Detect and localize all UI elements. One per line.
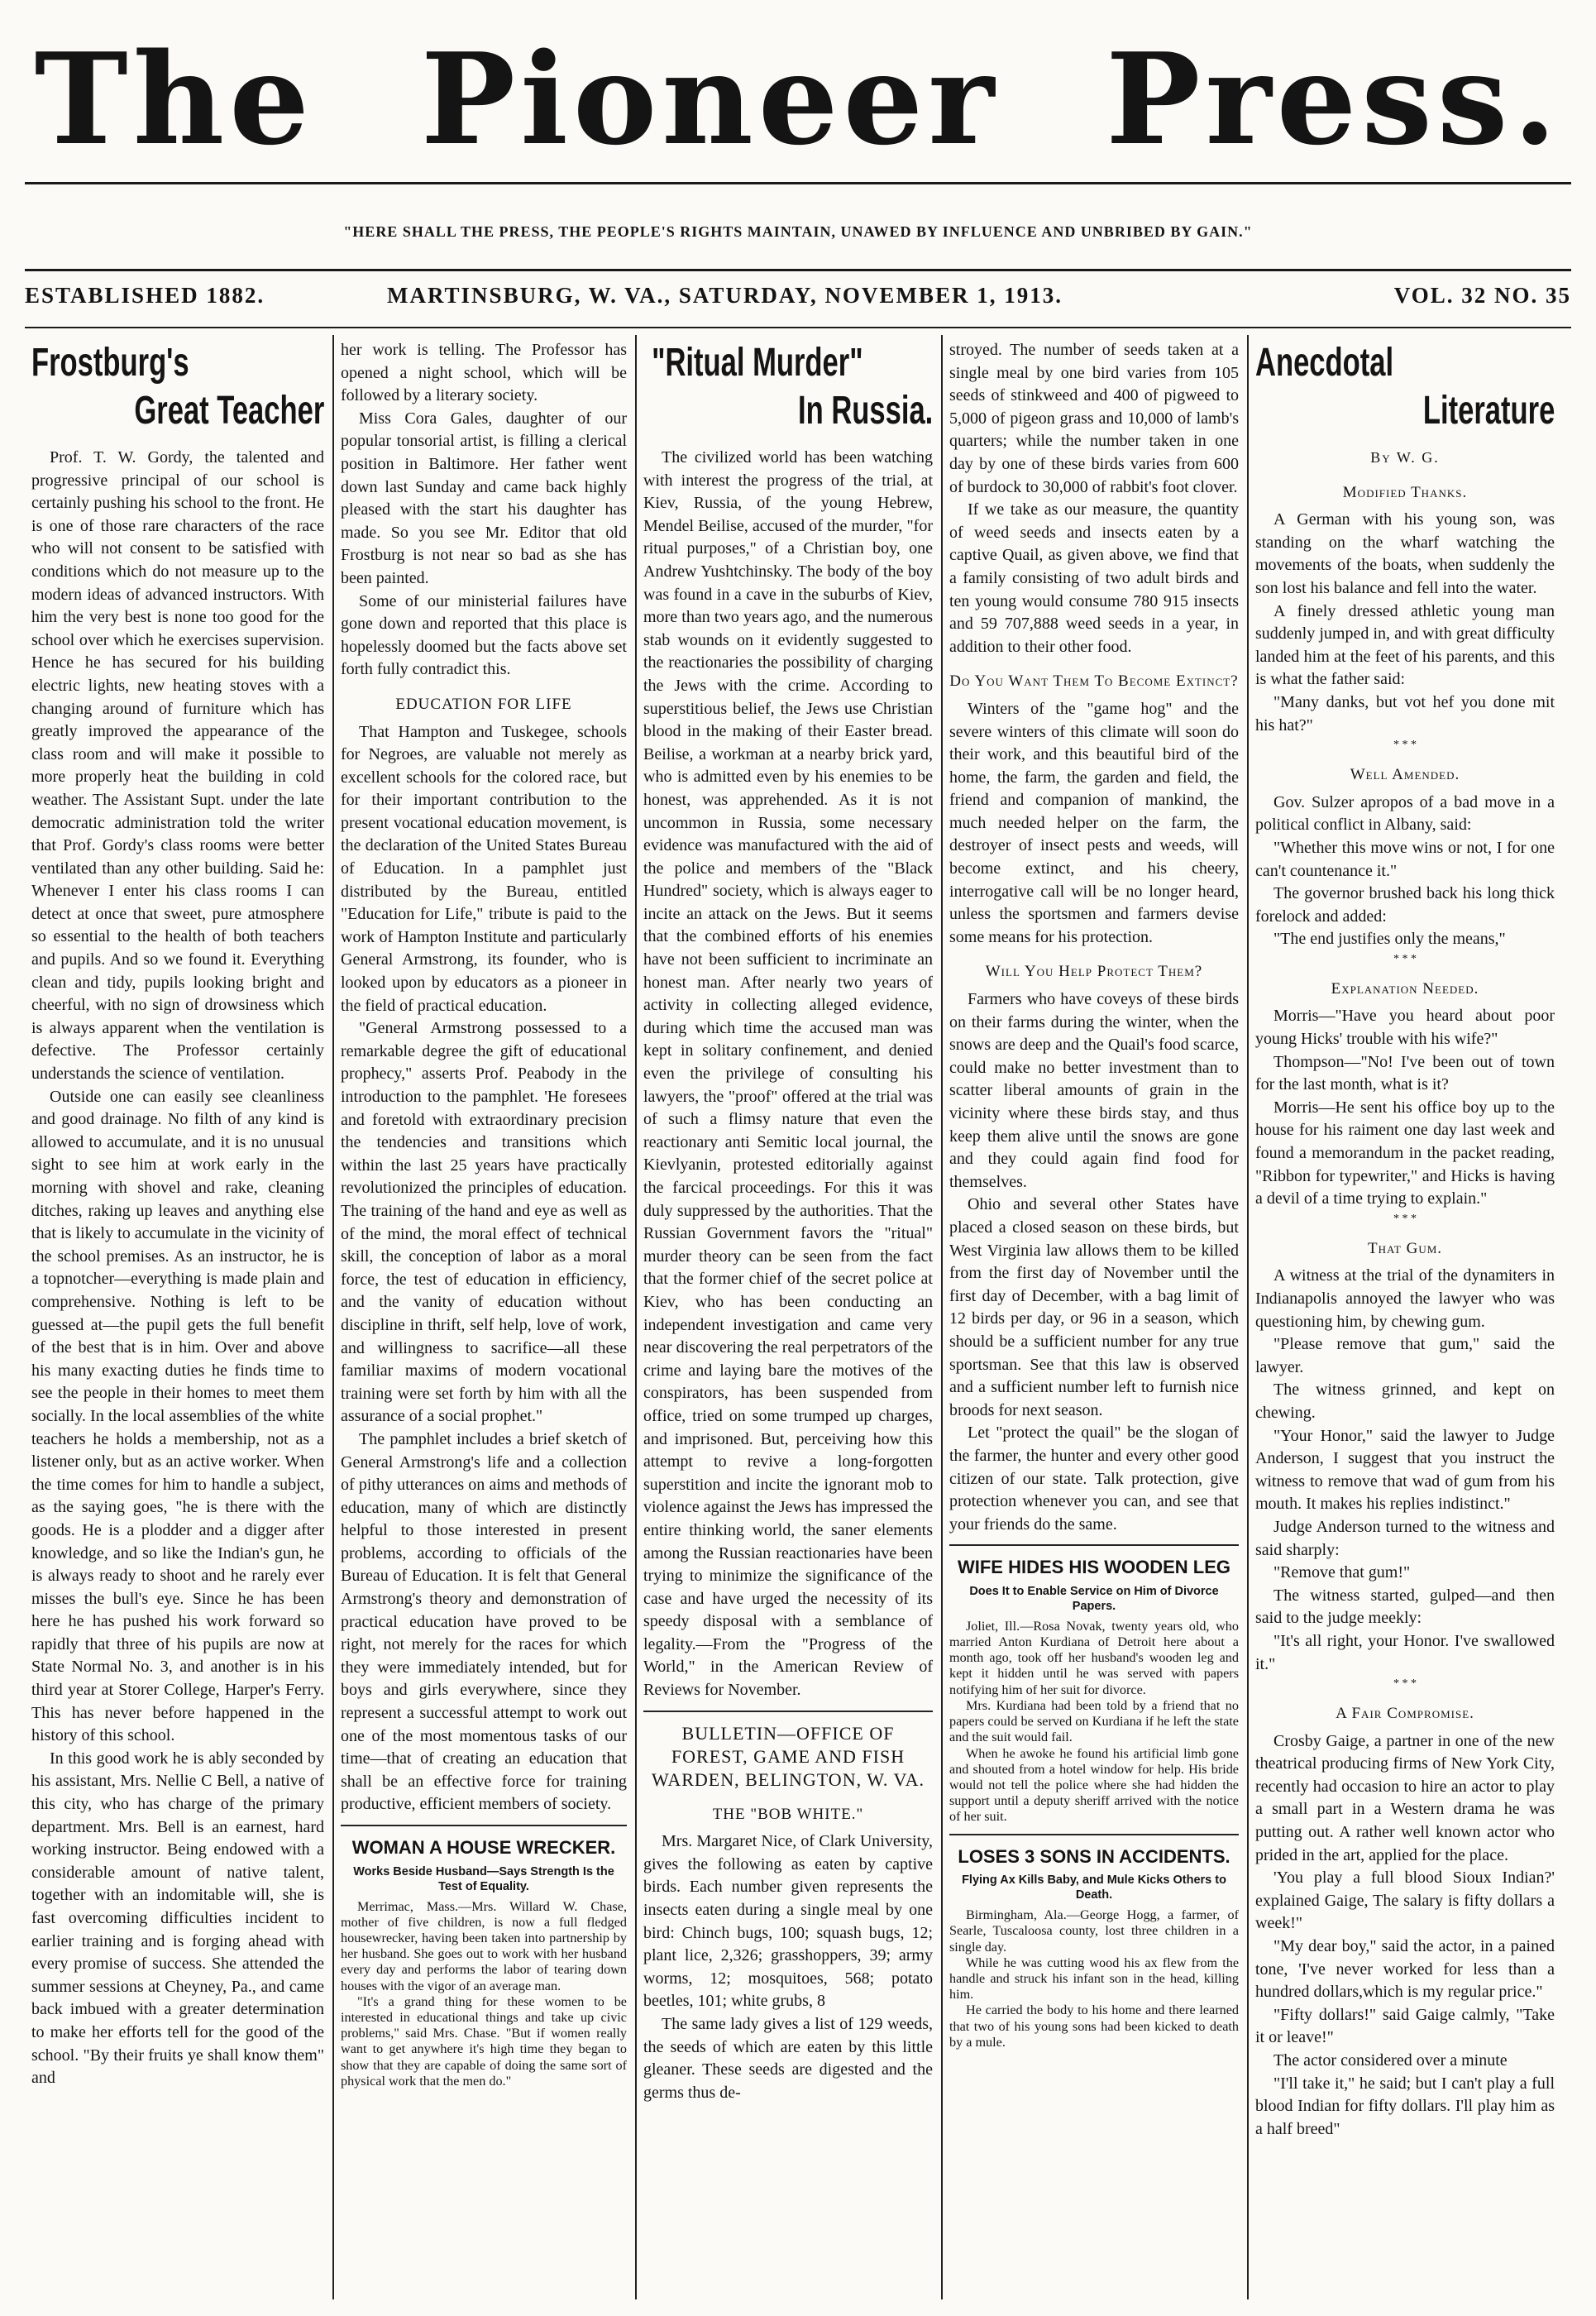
- paragraph: The civilized world has been watching with interest the progress of the trial, at Kiev, Russia, of the young Hebrew, Mendel Beilise, accused of the murder, "for ritual purposes," of a Christian boy, one Andrew Yushtchinsky. The body of the boy was found in a cave in the suburbs of Kiev, more than two years ago, and the numerous stab wounds on it evidently suggested to the reactionaries the possibility of charging the Jews with the crime. According to superstitious belief, the Jews use Christian blood in the making of their Easter bread. Beilise, a workman at a nearby brick yard, who is admitted even by his enemies to be honest, was apprehended. As it is not uncommon in Russia, some necessary evidence was manufactured with the aid of the police and members of the "Black Hundred" society, which is always eager to incite an attack on the Jews. But it seems that the combined efforts of his enemies have not been sufficient to incriminate an honest man. After nearly two years of activity in collecting alleged evidence, during which time the accused man was kept in solitary confinement, and denied even the privilege of consulting his lawyers, the "proof" offered at the trial was of such a flimsy nature that even the reactionary anti Semitic local journal, the Kievlyanin, protested editorially against the farcical proceedings. For this it was duly suppressed by the authorities. That the Russian Government favors the "ritual" murder theory can be seen from the fact that the former chief of the secret police at Kiev, who has been conducting an independent investigation and came very near discovering the real perpetrators of the crime and laying bare the motives of the conspirators, has been suspended from office, tried on some trumped up charges, and imprisoned. But, perceiving how this attempt to revive a long-forgotten superstition and incite the ignorant mob to violence against the Jews has impressed the entire thinking world, the saner elements among the Russian reactionaries have been trying to minimize the significance of the case and have urged the necessity of its speedy disposal with a semblance of legality.—From the "Progress of the World," in the American Review of Reviews for November.: [643, 448, 933, 1700]
- masthead-title: The Pioneer Press.: [34, 25, 1562, 173]
- deck: Does It to Enable Service on Him of Divorce Papers.: [969, 1584, 1219, 1613]
- paragraph: Gov. Sulzer apropos of a bad move in a political conflict in Albany, said:: [1255, 792, 1555, 835]
- divider: [949, 1834, 1239, 1835]
- article-body: [949, 1907, 1239, 2050]
- byline: By W. G.: [1370, 449, 1440, 466]
- paragraph: Morris—He sent his office boy up to the house for his raiment one day last week and found a memorandum in the packet reading, "Ribbon for typewriter," and Hicks is having a devil of a time trying to explain.": [1255, 1098, 1555, 1208]
- motto: "HERE SHALL THE PRESS, THE PEOPLE'S RIGHTS MAINTAIN, UNAWED BY INFLUENCE AND UNBRIBED BY GAIN.": [343, 223, 1253, 240]
- volume-number: VOL. 32 NO. 35: [1393, 283, 1571, 308]
- paragraph: 'You play a full blood Sioux Indian?' explained Gaige, The salary is fifty dollars a week!": [1255, 1869, 1555, 1933]
- headline-line: Great Teacher: [134, 389, 324, 433]
- dateline: [25, 283, 1571, 316]
- paragraph: Some of our ministerial failures have gone down and reported that this place is hopelessly doomed but the facts above set forth fully contradict this.: [341, 591, 627, 679]
- paragraph: Miss Cora Gales, daughter of our popular tonsorial artist, is filling a clerical position in Baltimore. Her father went down last Sunday and came back highly pleased with the start his daughter has made. So you see Mr. Editor that old Frostburg is not near so bad as she has been painted.: [341, 409, 627, 587]
- paragraph: Mrs. Margaret Nice, of Clark University, gives the following as eaten by captive birds. Each number given represents the insects eaten during a single meal by one bird: Chinch bugs, 100; squash bugs, 12; plant lice, 2,326; grasshoppers, 39; army worms, 12; mosquitoes, 568; potato beetles, 101; white grubs, 8: [643, 1832, 933, 2011]
- separator-stars: * * *: [1393, 739, 1417, 752]
- paragraph: Ohio and several other States have placed a closed season on these birds, but West Virginia law allows them to be killed from the first day of November until the first day of December, with a bag limit of 12 birds per day, or 96 in a season, which should be a sufficient number for any true sportsman. See that this law is observed and a sufficient number left to furnish nice broods for next season.: [949, 1195, 1239, 1419]
- divider: [949, 1544, 1239, 1546]
- paragraph: "Whether this move wins or not, I for one can't countenance it.": [1255, 838, 1555, 880]
- paragraph: "Fifty dollars!" said Gaige calmly, "Take it or leave!": [1255, 2005, 1555, 2047]
- anecdote-title: Modified Thanks.: [1342, 483, 1468, 501]
- deck: Flying Ax Kills Baby, and Mule Kicks Others to Death.: [962, 1873, 1226, 1902]
- headline-line: "Ritual Murder": [652, 341, 863, 385]
- paragraph: Crosby Gaige, a partner in one of the new theatrical producing firms of New York City, recently had occasion to hire an actor to play a small part in a Western drama he was putting out. A rather well known actor who prided in the art, applied for the place.: [1255, 1731, 1555, 1864]
- paragraph: Morris—"Have you heard about poor young Hicks' trouble with his wife?": [1255, 1007, 1555, 1049]
- paragraph: That Hampton and Tuskegee, schools for Negroes, are valuable not merely as excellent schools for the colored race, but for their important contribution to the present vocational education movement, is the declaration of the United States Bureau of Education. In a pamphlet just distributed by the Bureau, entitled "Education for Life," tribute is paid to the work of Hampton Institute and particularly General Armstrong, its founder, who is looked upon by educators as a pioneer in the field of practical education.: [341, 722, 627, 1015]
- column-rule: [635, 335, 637, 2299]
- paragraph: Mrs. Kurdiana had been told by a friend that no papers could be served on Kurdiana if he left the state and the suit would fail.: [949, 1697, 1239, 1745]
- paragraph: "Many danks, but vot hef you done mit his hat?": [1255, 692, 1555, 735]
- paragraph: A German with his young son, was standing on the wharf watching the movements of the boats, when suddenly the son lost his balance and fell into the water.: [1255, 510, 1555, 597]
- paragraph: The witness started, gulped—and then said to the judge meekly:: [1255, 1586, 1555, 1628]
- separator-stars: * * *: [1393, 1677, 1417, 1691]
- divider: [341, 1825, 627, 1826]
- column-rule: [941, 335, 943, 2299]
- paragraph: "Please remove that gum," said the lawyer.: [1255, 1335, 1555, 1376]
- anecdote-title: Well Amended.: [1350, 766, 1460, 784]
- column-5: [1255, 339, 1555, 2304]
- headline-line: Frostburg's: [31, 341, 189, 385]
- paragraph: Thompson—"No! I've been out of town for the last month, what is it?: [1255, 1052, 1555, 1094]
- subheading-education-for-life: EDUCATION FOR LIFE: [395, 695, 572, 713]
- paragraph: "General Armstrong possessed to a remarkable degree the gift of educational prophecy," asserts Prof. Peabody in the introduction to the pamphlet. 'He foresees and foretold with extraordinary precision the tendencies and transitions which within the last 25 years have practically revolutionized the principles of education. The training of the hand and eye as well as of the mind, the moral effect of technical skill, the conception of labor as a moral force, the test of education in efficiency, and the vanity of education without discipline in thrift, self help, love of work, and willingness to sacrifice—all these familiar maxims of modern vocational training were set forth by him with all the assurance of a social prophet.": [341, 1019, 627, 1426]
- paragraph: Joliet, Ill.—Rosa Novak, twenty years old, who married Anton Kurdiana of Detroit here about a month ago, took off her husband's wooden leg and kept it hidden until he was served with papers notifying him of her suit for divorce.: [949, 1618, 1239, 1697]
- headline-anecdotal: [1255, 339, 1555, 435]
- paragraph: Merrimac, Mass.—Mrs. Willard W. Chase, mother of five children, is now a full fledged housewrecker, having been taken into partnership by her husband. She goes out to work with her husband every day and performs the labor of tearing down houses with the vigor of an average man.: [341, 1898, 627, 1993]
- headline-woman-house-wrecker: WOMAN A HOUSE WRECKER.: [351, 1837, 616, 1858]
- separator-stars: * * *: [1393, 952, 1417, 965]
- dateline-top-rule: [25, 269, 1571, 271]
- place-date: MARTINSBURG, W. VA., SATURDAY, NOVEMBER 1, 1913.: [387, 283, 1063, 308]
- anecdote-title: A Fair Compromise.: [1336, 1705, 1474, 1723]
- headline-line: In Russia.: [798, 389, 933, 433]
- column-3: [643, 339, 933, 2304]
- paragraph: Judge Anderson turned to the witness and said sharply:: [1255, 1517, 1555, 1559]
- paragraph: The witness grinned, and kept on chewing.: [1255, 1381, 1555, 1422]
- bulletin-heading: BULLETIN—OFFICE OF FOREST, GAME AND FISH WARDEN, BELINGTON, W. VA.: [652, 1722, 925, 1790]
- headline-wooden-leg: WIFE HIDES HIS WOODEN LEG: [957, 1557, 1230, 1578]
- paragraph: "It's a grand thing for these women to be interested in educational things and take up civic problems," said Mrs. Chase. "But if women really want to get anywhere it's high time they began to show that they are capable of doing the same sort of physical work that the men do.": [341, 1993, 627, 2089]
- paragraph: "Remove that gum!": [1273, 1563, 1411, 1582]
- paragraph: A witness at the trial of the dynamiters in Indianapolis annoyed the lawyer who was questioning him, by chewing gum.: [1255, 1266, 1555, 1331]
- paragraph: The governor brushed back his long thick forelock and added:: [1255, 884, 1555, 926]
- masthead-rule: [25, 182, 1571, 184]
- subheading-extinct: Do You Want Them To Become Extinct?: [949, 672, 1239, 691]
- paragraph: The actor considered over a minute: [1273, 2051, 1508, 2070]
- headline-loses-sons: LOSES 3 SONS IN ACCIDENTS.: [958, 1845, 1230, 1867]
- paragraph: stroyed. The number of seeds taken at a single meal by one bird varies from 105 seeds of stinkweed and 400 of pigweed to 5,000 of pigeon grass and 10,000 of lamb's quarters; while the number taken in one day by one of these birds varies from 600 of burdock to 30,000 of rabbit's foot clover.: [949, 341, 1239, 496]
- paragraph: her work is telling. The Professor has opened a night school, which will be followed by a literary society.: [341, 341, 627, 405]
- paragraph: Farmers who have coveys of these birds on their farms during the winter, when the snows are deep and the Quail's food scarce, could make no better investment than to scatter liberal amounts of grain in the vicinity where these birds stay, and thus keep them alive until the snows are gone and they could again find food for themselves.: [949, 990, 1239, 1191]
- paragraph: When he awoke he found his artificial limb gone and shouted from a hotel window for help. His bride would not tell the police where she had hidden the support until a deputy sheriff arrived with the notice of her suit.: [949, 1745, 1239, 1825]
- separator-stars: * * *: [1393, 1212, 1417, 1225]
- paragraph: "I'll take it," he said; but I can't play a full blood Indian for fifty dollars. I'll play him as a half breed": [1255, 2074, 1555, 2138]
- paragraph: "Your Honor," said the lawyer to Judge Anderson, I suggest that you instruct the witness to remove that wad of gum from his mouth. It makes his replies indistinct.": [1255, 1426, 1555, 1514]
- paragraph: The pamphlet includes a brief sketch of General Armstrong's life and a collection of pithy utterances on aims and methods of education, many of which are distinctly helpful to those interested in present problems, according to officials of the Bureau of Education. It is felt that General Armstrong's theory and demonstration of practical education have proved to be right, not merely for the races for which they were immediately intended, but for boys and girls everywhere, since they represent a successful attempt to work out one of the most momentous tasks of our time—that of creating an education that shall be an effective force for training productive, efficient members of society.: [341, 1429, 627, 1814]
- paragraph: In this good work he is ably seconded by his assistant, Mrs. Nellie C Bell, a native of this city, who has charge of the primary department. Mrs. Bell is an earnest, hard working instructor. Being endowed with a considerable amount of native talent, together with an indomitable will, she is fast overcoming difficulties incident to earlier training and is forging ahead with every promise of success. She attended the summer sessions at Cheyney, Pa., and came back imbued with a greater determination to make her efforts tell for the good of the school. "By their fruits ye shall know them" and: [31, 1749, 324, 2088]
- headline-frostburg: [31, 339, 324, 435]
- column-4: [949, 339, 1239, 2304]
- column-rule: [1247, 335, 1249, 2299]
- article-body: [341, 1899, 627, 2089]
- paragraph: "My dear boy," said the actor, in a pained tone, 'I've never worked for less than a hundred dollars,which is my regular price.": [1255, 1937, 1555, 2002]
- divider: [643, 1711, 933, 1712]
- paragraph: Outside one can easily see cleanliness and good drainage. No filth of any kind is allowed to accumulate, and it is no unusual sight to see him at work early in the morning with shovel and rake, cleaning ditches, raking up leaves and anything else that is likely to accumulate in the vicinity of the school premises. As an instructor, he is a topnotcher—everything is made plain and comprehensive. Nothing is left to be guessed at—the pupil gets the full benefit of the best that is in him. Over and above his many exacting duties he finds time to see the people in their homes to meet them socially. In the local assemblies of the white teachers he holds a membership, not as a listener only, but as an active worker. When the time comes for him to handle a subject, as the saying goes, "he is there with the goods. He is a plodder and a digger after knowledge, and so like the Indian's gun, he is always ready to shoot and he rarely ever misses the bull's eye. Since he has been here he has pushed his work forward so rapidly that three of his pupils are now at State Normal No. 3, and another is in his third year at Storer College, Harper's Ferry. This has never before happened in the history of this school.: [31, 1087, 324, 1745]
- established: ESTABLISHED 1882.: [25, 283, 265, 308]
- paragraph: Winters of the "game hog" and the severe winters of this climate will soon do their work, and this beautiful bird of the home, the farm, the garden and field, the friend and companion of mankind, the much needed helper on the farm, the destroyer of insect pests and weeds, will become extinct, and his cheery, interrogative call will be no longer heard, unless the sportsmen and farmers devise some means for his protection.: [949, 699, 1239, 946]
- paragraph: Birmingham, Ala.—George Hogg, a farmer, of Searle, Tuscaloosa county, lost three children in a single day.: [949, 1907, 1239, 1955]
- paragraph: He carried the body to his home and there learned that two of his young sons had been kicked to death by a mule.: [949, 2003, 1239, 2050]
- paragraph: Let "protect the quail" be the slogan of the farmer, the hunter and every other good citizen of our state. Talk protection, give protection whenever you can, and see that your friends do the same.: [949, 1424, 1239, 1534]
- anecdote-title: Explanation Needed.: [1331, 979, 1479, 998]
- article-body: [949, 1619, 1239, 1826]
- paragraph: If we take as our measure, the quantity of weed seeds and insects eaten by a captive Quail, as given above, we find that a family consisting of two adult birds and ten young would consume 780 915 insects and 59 707,888 weed seeds in a year, in addition to their other food.: [949, 500, 1239, 656]
- headline-ritual-murder: [643, 339, 933, 435]
- paragraph: While he was cutting wood his ax flew from the handle and struck his infant son in the head, killing him.: [949, 1955, 1239, 2003]
- column-1: [31, 339, 324, 2304]
- paragraph: "It's all right, your Honor. I've swallowed it.": [1255, 1631, 1555, 1673]
- deck: Works Beside Husband—Says Strength Is the Test of Equality.: [353, 1864, 614, 1893]
- column-rule: [332, 335, 334, 2299]
- paragraph: A finely dressed athletic young man suddenly jumped in, and with great difficulty landed him at the feet of his parents, and this is what the father said:: [1255, 601, 1555, 689]
- subheading-protect: Will You Help Protect Them?: [985, 963, 1203, 981]
- paragraph: The same lady gives a list of 129 weeds, the seeds of which are eaten by this little gleaner. These seeds are digested and the germs thus de-: [643, 2015, 933, 2102]
- anecdote-title: That Gum.: [1367, 1239, 1443, 1257]
- paragraph: Prof. T. W. Gordy, the talented and progressive principal of our school is certainly pushing his school to the front. He is one of those rare characters of the race who will not consent to be satisfied with conditions which do not measure up to the modern ideas of advanced instructors. With him the very best is none too good for the school over which he exercises supervision. Hence he has secured for his building electric lights, new heating stoves with a changing around of furniture which has greatly improved the appearance of the class room and will make it possible to more properly heat the building in cold weather. The Assistant Supt. under the late democratic administration told the writer that Prof. Gordy's class rooms were better ventilated than any other building. Said he: Whenever I enter his class rooms I can detect at once that sweet, pure atmosphere so essential to the health of both teachers and pupils. And so we found it. Everything clean and tidy, pupils looking bright and cheerful, with no sign of drowsiness which is always apparent when the ventilation is defective. The Professor certainly understands the science of ventilation.: [31, 448, 324, 1084]
- headline-line: Anecdotal: [1255, 341, 1394, 385]
- dateline-bottom-rule: [25, 327, 1571, 328]
- headline-line: Literature: [1422, 389, 1555, 433]
- subheading-bob-white: THE "BOB WHITE.": [712, 1805, 864, 1823]
- column-2: [341, 339, 627, 2304]
- paragraph: "The end justifies only the means,": [1273, 930, 1506, 949]
